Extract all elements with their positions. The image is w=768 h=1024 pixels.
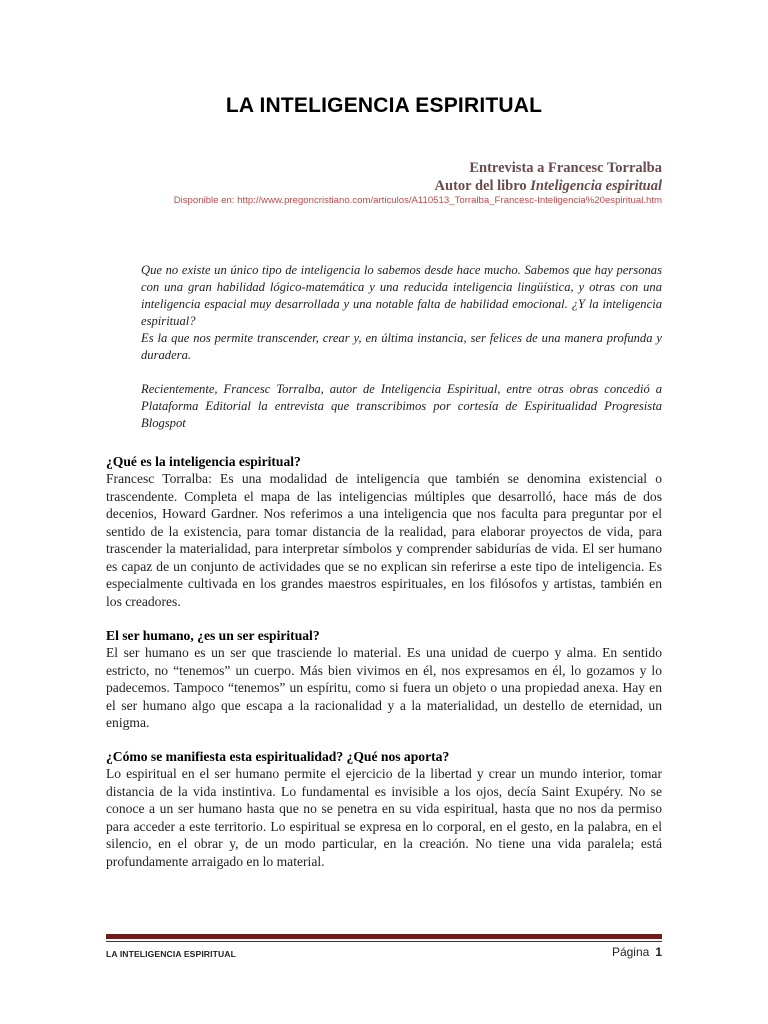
interview-byline: Entrevista a Francesc Torralba [469,160,662,176]
page-label: Página [611,945,650,959]
intro-paragraph: Es la que nos permite transcender, crear y, en última instancia, ser felices de una manera profunda y duradera. [141,331,662,362]
qa-section [106,627,662,732]
section-heading: ¿Qué es la inteligencia espiritual? [106,454,301,469]
document-title: LA INTELIGENCIA ESPIRITUAL [225,94,543,117]
book-byline-prefix: Autor del libro [434,178,531,194]
qa-section [106,453,662,610]
intro-paragraph: Que no existe un único tipo de inteligencia lo sabemos desde hace mucho. Sabemos que hay personas con una gran habilidad lógico-matemática y una reducida inteligencia lingüística, y otras con una inteligencia espacial muy desarrollada y una notable falta de habilidad emocional. ¿Y la inteligencia espiritual? [141,263,662,328]
qa-section [106,748,662,870]
footer-rule-thin [106,941,662,942]
book-title: Inteligencia espiritual [530,178,662,194]
section-body: El ser humano es un ser que trasciende lo material. Es una unidad de cuerpo y alma. En sentido estricto, no “tenemos” un cuerpo. Más bien vivimos en él, nos expresamos en él, lo gozamos y lo padecemos. Tampoco “tenemos” un espíritu, como si fuera un objeto o una propiedad anexa. Hay en el ser humano algo que escapa a la racionalidad y a la materialidad, un destello de eternidad, un enigma. [106,645,662,730]
section-body: Francesc Torralba: Es una modalidad de inteligencia que también se denomina existencial o trascendente. Completa el mapa de las inteligencias múltiples que desarrolló, hace más de dos decenios, Howard Gardner. Nos referimos a una inteligencia que nos faculta para preguntar por el sentido de la existencia, para tomar distancia de la realidad, para elaborar proyectos de vida, para trascender la materialidad, para interpretar símbolos y comprender sabidurías de vida. El ser humano es capaz de un conjunto de actividades que se no explican sin referirse a este tipo de inteligencia. Es especialmente cultivada en los grandes maestros espirituales, en los filósofos y artistas, también en los creadores. [106,471,662,609]
section-heading: ¿Cómo se manifiesta esta espiritualidad? ¿Qué nos aporta? [106,749,450,764]
source-prefix: Disponible en: [173,195,238,206]
source-line [174,195,662,206]
source-url-link[interactable]: http://www.pregoncristiano.com/articulos/A110513_Torralba_Francesc-Inteligencia%20espiritual.htm [237,195,662,206]
book-byline [435,178,662,195]
intro-paragraph: Recientemente, Francesc Torralba, autor de Inteligencia Espiritual, entre otras obras concedió a Plataforma Editorial la entrevista que transcribimos por cortesía de Espiritualidad Progresista Blogspot [141,382,662,430]
section-body: Lo espiritual en el ser humano permite el ejercicio de la libertad y crear un mundo interior, tomar distancia de la vida instintiva. Lo fundamental es invisible a los ojos, decía Saint Exupéry. No se conoce a un ser humano hasta que no se penetra en su vida espiritual, hasta que no nos da permiso para acceder a este territorio. Lo espiritual se expresa en lo corporal, en el gesto, en la palabra, en el silencio, en el obrar y, de un modo particular, en la creación. No tiene una vida paralela; está profundamente arraigado en lo material. [106,766,662,869]
section-heading: El ser humano, ¿es un ser espiritual? [106,628,320,643]
footer-running-title: LA INTELIGENCIA ESPIRITUAL [106,949,236,959]
page-number: 1 [655,945,662,959]
footer-rule [106,934,662,939]
page-indicator [612,945,662,959]
